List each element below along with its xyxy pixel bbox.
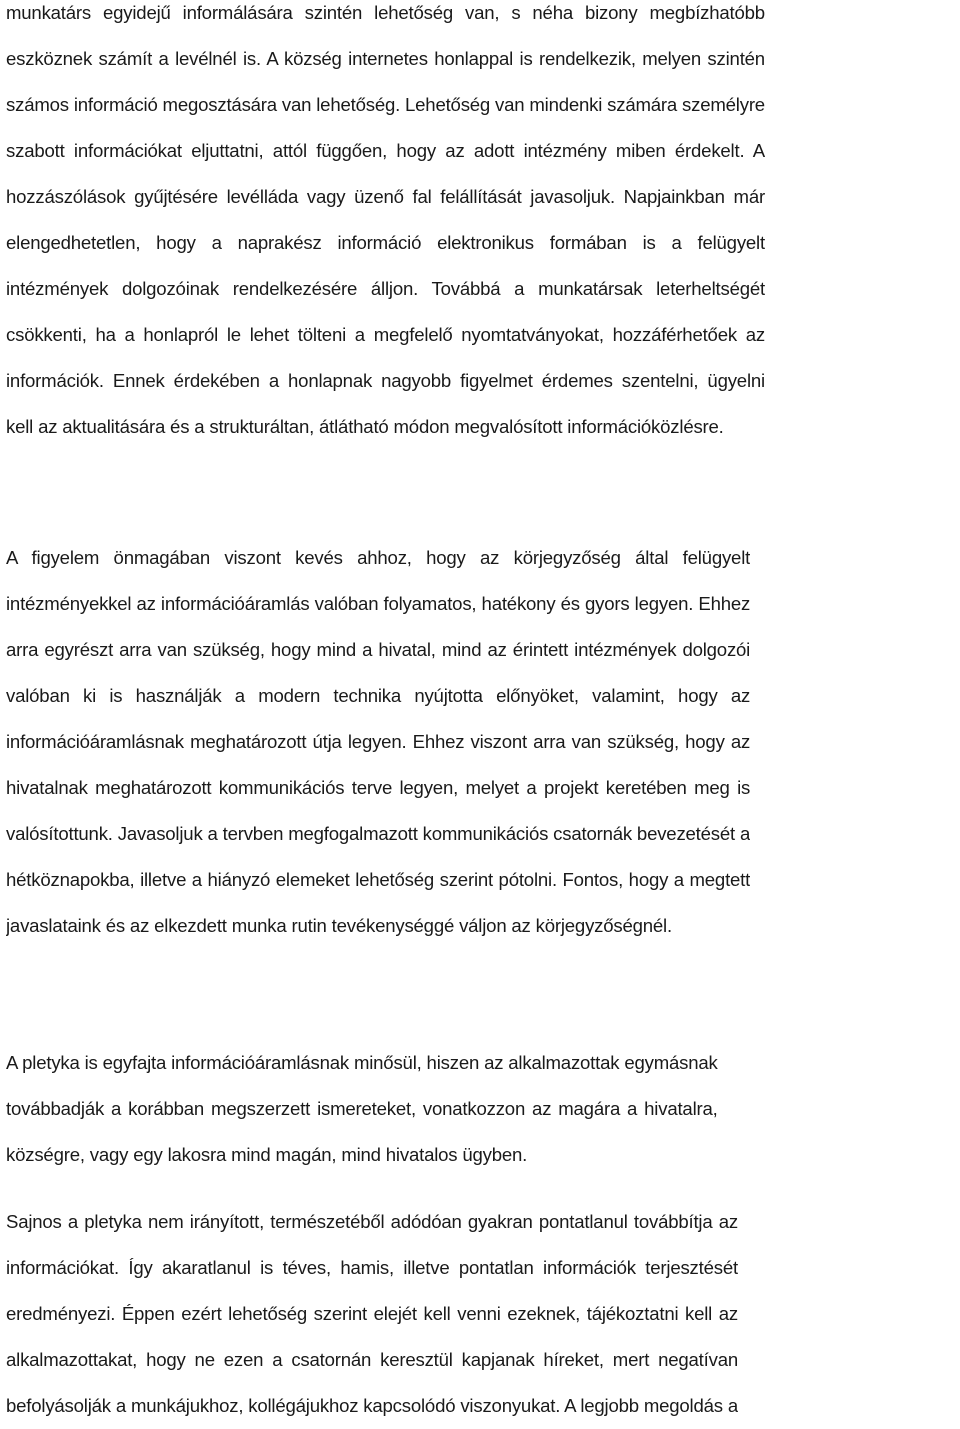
paragraph-gossip-effects xyxy=(6,1199,738,1429)
text-line: valóban ki is használják a modern technika nyújtotta előnyöket, valamint, hogy az xyxy=(6,685,751,706)
text-line: A pletyka is egyfajta információáramlásnak minősül, hiszen az alkalmazottak egymásnak xyxy=(6,1052,718,1073)
text-line: csökkenti, ha a honlapról le lehet tölteni a megfelelő nyomtatványokat, hozzáférhetőek az xyxy=(6,324,765,345)
text-line: eszköznek számít a levélnél is. A község internetes honlappal is rendelkezik, melyen szintén xyxy=(6,48,765,69)
text-line: alkalmazottakat, hogy ne ezen a csatornán keresztül kapjanak híreket, mert negatívan xyxy=(6,1349,738,1370)
text-line: hozzászólások gyűjtésére levélláda vagy üzenő fal felállítását javasoljuk. Napjainkban már xyxy=(6,186,765,207)
text-line: Sajnos a pletyka nem irányított, természetéből adódóan gyakran pontatlanul továbbítja az xyxy=(6,1211,738,1232)
text-line: továbbadják a korábban megszerzett ismereteket, vonatkozzon az magára a hivatalra, xyxy=(6,1098,718,1119)
text-line: szabott információkat eljuttatni, attól függően, hogy az adott intézmény miben érdekelt. A xyxy=(6,140,765,161)
text-line: befolyásolják a munkájukhoz, kollégájukhoz kapcsolódó viszonyukat. A legjobb megoldás a xyxy=(6,1395,738,1416)
text-line: munkatárs egyidejű informálására szintén lehetőség van, s néha bizony megbízhatóbb xyxy=(6,2,765,23)
text-line: kell az aktualitására és a strukturáltan, átlátható módon megvalósított információközlésre. xyxy=(6,416,724,437)
text-line: valósítottunk. Javasoljuk a tervben megfogalmazott kommunikációs csatornák bevezetését a xyxy=(6,823,751,844)
text-line: információáramlásnak meghatározott útja legyen. Ehhez viszont arra van szükség, hogy az xyxy=(6,731,751,752)
text-line: információk. Ennek érdekében a honlapnak nagyobb figyelmet érdemes szentelni, ügyelni xyxy=(6,370,765,391)
text-line: hétköznapokba, illetve a hiányzó elemeket lehetőség szerint pótolni. Fontos, hogy a megtett xyxy=(6,869,751,890)
text-line: hivatalnak meghatározott kommunikációs terve legyen, melyet a projekt keretében meg is xyxy=(6,777,751,798)
paragraph-information-flow xyxy=(6,535,750,949)
text-line: információkat. Így akaratlanul is téves, hamis, illetve pontatlan információk terjesztését xyxy=(6,1257,738,1278)
paragraph-website-communication xyxy=(6,0,765,450)
text-line: intézményekkel az információáramlás valóban folyamatos, hatékony és gyors legyen. Ehhez xyxy=(6,593,751,614)
text-line: arra egyrészt arra van szükség, hogy mind a hivatal, mind az érintett intézmények dolgozói xyxy=(6,639,751,660)
text-line: intézmények dolgozóinak rendelkezésére álljon. Továbbá a munkatársak leterheltségét xyxy=(6,278,765,299)
text-line: elengedhetetlen, hogy a naprakész információ elektronikus formában is a felügyelt xyxy=(6,232,765,253)
paragraph-gossip-intro xyxy=(6,1040,718,1178)
text-line: A figyelem önmagában viszont kevés ahhoz, hogy az körjegyzőség által felügyelt xyxy=(6,547,751,568)
text-line: javaslataink és az elkezdett munka rutin tevékenységgé váljon az körjegyzőségnél. xyxy=(6,915,672,936)
text-line: eredményezi. Éppen ezért lehetőség szerint elejét kell venni ezeknek, tájékoztatni kell az xyxy=(6,1303,738,1324)
text-line: községre, vagy egy lakosra mind magán, mind hivatalos ügyben. xyxy=(6,1144,528,1165)
text-line: számos információ megosztására van lehetőség. Lehetőség van mindenki számára személyre xyxy=(6,94,765,115)
